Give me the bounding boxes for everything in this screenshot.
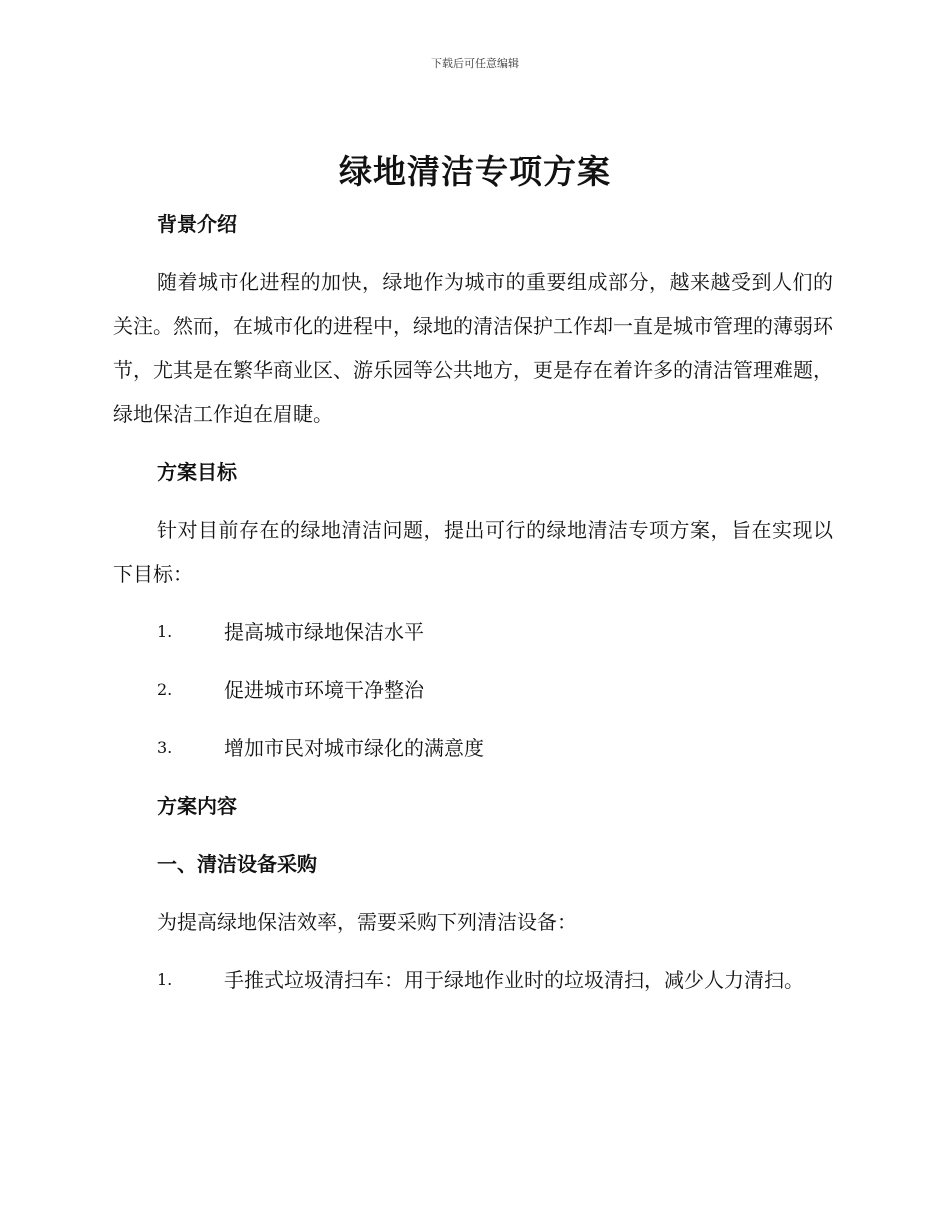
content-paragraph: 为提高绿地保洁效率，需要采购下列清洁设备： [157, 910, 577, 934]
background-paragraph: 随着城市化进程的加快，绿地作为城市的重要组成部分，越来越受到人们的关注。然而，在城市化的进程中，绿地的清洁保护工作却一直是城市管理的薄弱环节，尤其是在繁华商业区、游乐园等公共地方，更是存在着许多的清洁管理难题，绿地保洁工作迫在眉睫。 [113, 270, 833, 426]
list-text: 增加市民对城市绿化的满意度 [224, 736, 484, 760]
goal-list-item [113, 610, 833, 654]
spacer [113, 654, 833, 668]
list-text: 提高城市绿地保洁水平 [224, 620, 424, 644]
spacer [113, 828, 833, 842]
list-number: 1. [157, 970, 173, 989]
list-number: 2. [157, 680, 173, 699]
document-body [113, 202, 833, 1002]
document-title: 绿地清洁专项方案 [339, 152, 611, 191]
section-heading-background: 背景介绍 [157, 212, 237, 236]
equipment-list-item [113, 958, 833, 1002]
list-number: 1. [157, 622, 173, 641]
spacer [113, 712, 833, 726]
spacer [113, 944, 833, 958]
goal-list-item [113, 726, 833, 770]
spacer [113, 494, 833, 508]
list-number: 3. [157, 738, 173, 757]
spacer [113, 436, 833, 450]
spacer [113, 246, 833, 260]
spacer [113, 770, 833, 784]
list-text: 促进城市环境干净整治 [224, 678, 424, 702]
header-note: 下载后可任意编辑 [431, 57, 519, 70]
spacer [113, 886, 833, 900]
list-text: 手推式垃圾清扫车：用于绿地作业时的垃圾清扫，减少人力清扫。 [224, 968, 804, 992]
section-heading-content: 方案内容 [157, 794, 237, 818]
section-heading-goals: 方案目标 [157, 460, 237, 484]
goal-list-item [113, 668, 833, 712]
spacer [113, 596, 833, 610]
subsection-heading-equipment: 一、清洁设备采购 [157, 852, 317, 876]
goals-paragraph: 针对目前存在的绿地清洁问题，提出可行的绿地清洁专项方案，旨在实现以下目标： [113, 518, 833, 586]
